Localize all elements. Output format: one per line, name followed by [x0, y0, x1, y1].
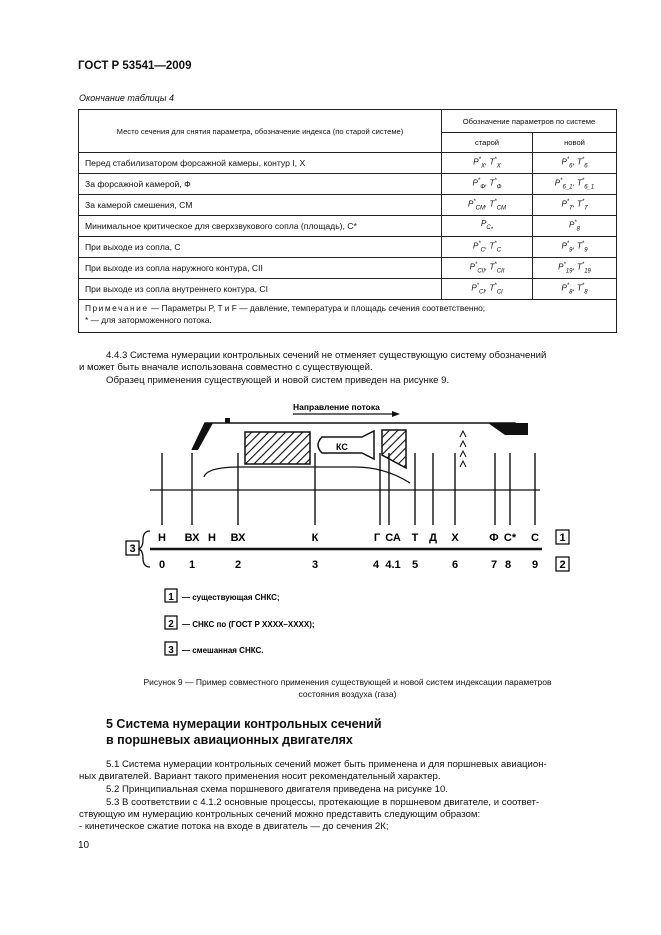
row-location: При выходе из сопла внутреннего контура, CI — [79, 279, 442, 300]
box-2-label: 2 — [559, 559, 566, 571]
column-header-new: новой — [533, 133, 617, 153]
new-label: 3 — [311, 559, 319, 571]
old-label: Х — [451, 532, 459, 544]
note-line1: — Параметры P, T и F — давление, температура и площадь сечения соответственно; — [148, 303, 486, 313]
row-location: За форсажной камерой, Ф — [79, 174, 442, 195]
table-row — [79, 279, 617, 300]
old-label: Н — [158, 532, 166, 544]
row-old: $P_{C_*}$ — [442, 216, 533, 237]
row-old: $P^*_Ф$, $T^*_Ф$ — [442, 174, 533, 195]
document-header: ГОСТ Р 53541—2009 — [78, 60, 192, 72]
table-row — [79, 237, 617, 258]
para-53-line1: 5.3 В соответствии с 4.1.2 основные процессы, протекающие в поршневом двигателе, и соответ- — [106, 797, 540, 808]
new-section-labels — [159, 559, 538, 571]
old-section-labels — [158, 532, 539, 544]
row-old: $P^*_C$, $T^*_C$ — [442, 237, 533, 258]
new-label: 9 — [531, 559, 539, 571]
legend-box-3-label: 3 — [168, 645, 174, 656]
old-label: Ф — [489, 532, 499, 544]
legend-text-1: — существующая СНКС; — [182, 593, 280, 602]
turbine-block — [382, 430, 406, 468]
column-header-location: Место сечения для снятия параметра, обозначение индекса (по старой системе) — [79, 110, 442, 153]
para-53-line2: ствующую им нумерацию контрольных сечений можно представить следующим образом: — [79, 809, 481, 820]
note-prefix: Примечание — [85, 303, 149, 313]
legend-box-2-label: 2 — [168, 619, 174, 630]
figure-caption-line1: Рисунок 9 — Пример совместного применения существующей и новой систем индексации параметров — [143, 677, 552, 687]
table-row — [79, 153, 617, 174]
afterburner-flameholder-icon — [460, 431, 466, 467]
new-label: 7 — [490, 559, 498, 571]
para-51-line2: ных двигателей. Вариант такого применения носит рекомендательный характер. — [79, 771, 441, 782]
section-lines — [162, 453, 535, 525]
new-label: 0 — [158, 559, 166, 571]
table-row — [79, 195, 617, 216]
figure-caption-line2: состояния воздуха (газа) — [298, 689, 397, 699]
row-new: $P^*_7$, $T^*_7$ — [533, 195, 617, 216]
para-51-line1: 5.1 Система нумерации контрольных сечений может быть применена и для поршневых авиацион- — [106, 759, 547, 770]
figure-caption — [78, 676, 617, 700]
old-label: Н — [208, 532, 216, 544]
row-old: $P^*_{CII}$, $T^*_{CII}$ — [442, 258, 533, 279]
table-row — [79, 216, 617, 237]
old-label: С* — [503, 532, 517, 544]
table-row — [79, 174, 617, 195]
new-label: 1 — [188, 559, 196, 571]
row-old: $P^*_{CM}$, $T^*_{CM}$ — [442, 195, 533, 216]
old-label: ВХ — [230, 532, 246, 544]
row-new: $P^*_6$, $T^*_6$ — [533, 153, 617, 174]
new-label: 4 — [372, 559, 380, 571]
table-row — [79, 258, 617, 279]
row-location: При выходе из сопла, C — [79, 237, 442, 258]
row-location: Минимальное критическое для сверхзвукового сопла (площадь), C* — [79, 216, 442, 237]
flow-arrow-head-icon — [392, 411, 400, 417]
row-location: При выходе из сопла наружного контура, CII — [79, 258, 442, 279]
compressor-block — [245, 432, 310, 464]
old-label: СА — [385, 532, 401, 544]
row-new: $P^*_8$ — [533, 216, 617, 237]
new-label: 5 — [411, 559, 419, 571]
old-label: Д — [429, 532, 437, 544]
para-443-line2: и может быть вначале использована совместно с существующей. — [79, 362, 373, 373]
row-new: $P^*_8$, $T^*_8$ — [533, 279, 617, 300]
new-label: 6 — [451, 559, 459, 571]
new-label: 2 — [234, 559, 242, 571]
row-location: Перед стабилизатором форсажной камеры, контур I, X — [79, 153, 442, 174]
combustion-chamber-label: КС — [336, 442, 348, 452]
old-label: ВХ — [184, 532, 200, 544]
page-number: 10 — [78, 840, 90, 851]
box-1-label: 1 — [559, 532, 566, 544]
nozzle-wall — [488, 423, 528, 435]
note-line2: * — для заторможенного потока. — [85, 315, 212, 325]
row-new: $P^*_9$, $T^*_9$ — [533, 237, 617, 258]
column-header-designation: Обозначение параметров по системе — [442, 110, 617, 133]
section-title-line2: в поршневых авиационных двигателях — [106, 733, 353, 747]
row-old: $P^*_{CI}$, $T^*_{CI}$ — [442, 279, 533, 300]
row-new: $P^*_{6\_1}$, $T^*_{6\_1}$ — [533, 174, 617, 195]
old-label: Т — [411, 532, 419, 544]
section-title — [106, 716, 382, 748]
row-new: $P^*_{19}$, $T^*_{19}$ — [533, 258, 617, 279]
legend-text-2: — СНКС по (ГОСТ Р ХХХХ–ХХХХ); — [182, 620, 315, 629]
para-52: 5.2 Принципиальная схема поршневого двигателя приведена на рисунке 10. — [106, 784, 448, 795]
old-label: Г — [373, 532, 381, 544]
para-53-line3: - кинетическое сжатие потока на входе в двигатель — до сечения 2К; — [79, 821, 389, 832]
legend-box-1-label: 1 — [168, 592, 174, 603]
new-label: 4.1 — [385, 559, 401, 571]
para-443-line1: 4.4.3 Система нумерации контрольных сечений не отменяет существующую систему обозначений — [106, 350, 547, 361]
column-header-old: старой — [442, 133, 533, 153]
table-note-row — [79, 300, 617, 333]
figure-9-diagram — [110, 395, 580, 670]
parameters-table — [78, 109, 617, 333]
marker-square — [225, 418, 230, 423]
figure-legend — [165, 589, 315, 656]
box-3-label: 3 — [129, 543, 136, 555]
inner-contour — [204, 467, 410, 483]
legend-text-3: — смешанная СНКС. — [182, 646, 264, 655]
flow-direction-label: Направление потока — [293, 402, 380, 412]
section-title-line1: 5 Система нумерации контрольных сечений — [106, 717, 382, 731]
para-443-line3: Образец применения существующей и новой систем приведен на рисунке 9. — [106, 375, 450, 386]
old-label: С — [531, 532, 539, 544]
old-label: К — [311, 532, 319, 544]
row-location: За камерой смешения, CM — [79, 195, 442, 216]
brace-icon — [139, 531, 150, 567]
row-old: $P^*_X$, $T^*_X$ — [442, 153, 533, 174]
new-label: 8 — [504, 559, 512, 571]
table-caption: Окончание таблицы 4 — [79, 93, 174, 103]
table-note — [79, 300, 617, 333]
